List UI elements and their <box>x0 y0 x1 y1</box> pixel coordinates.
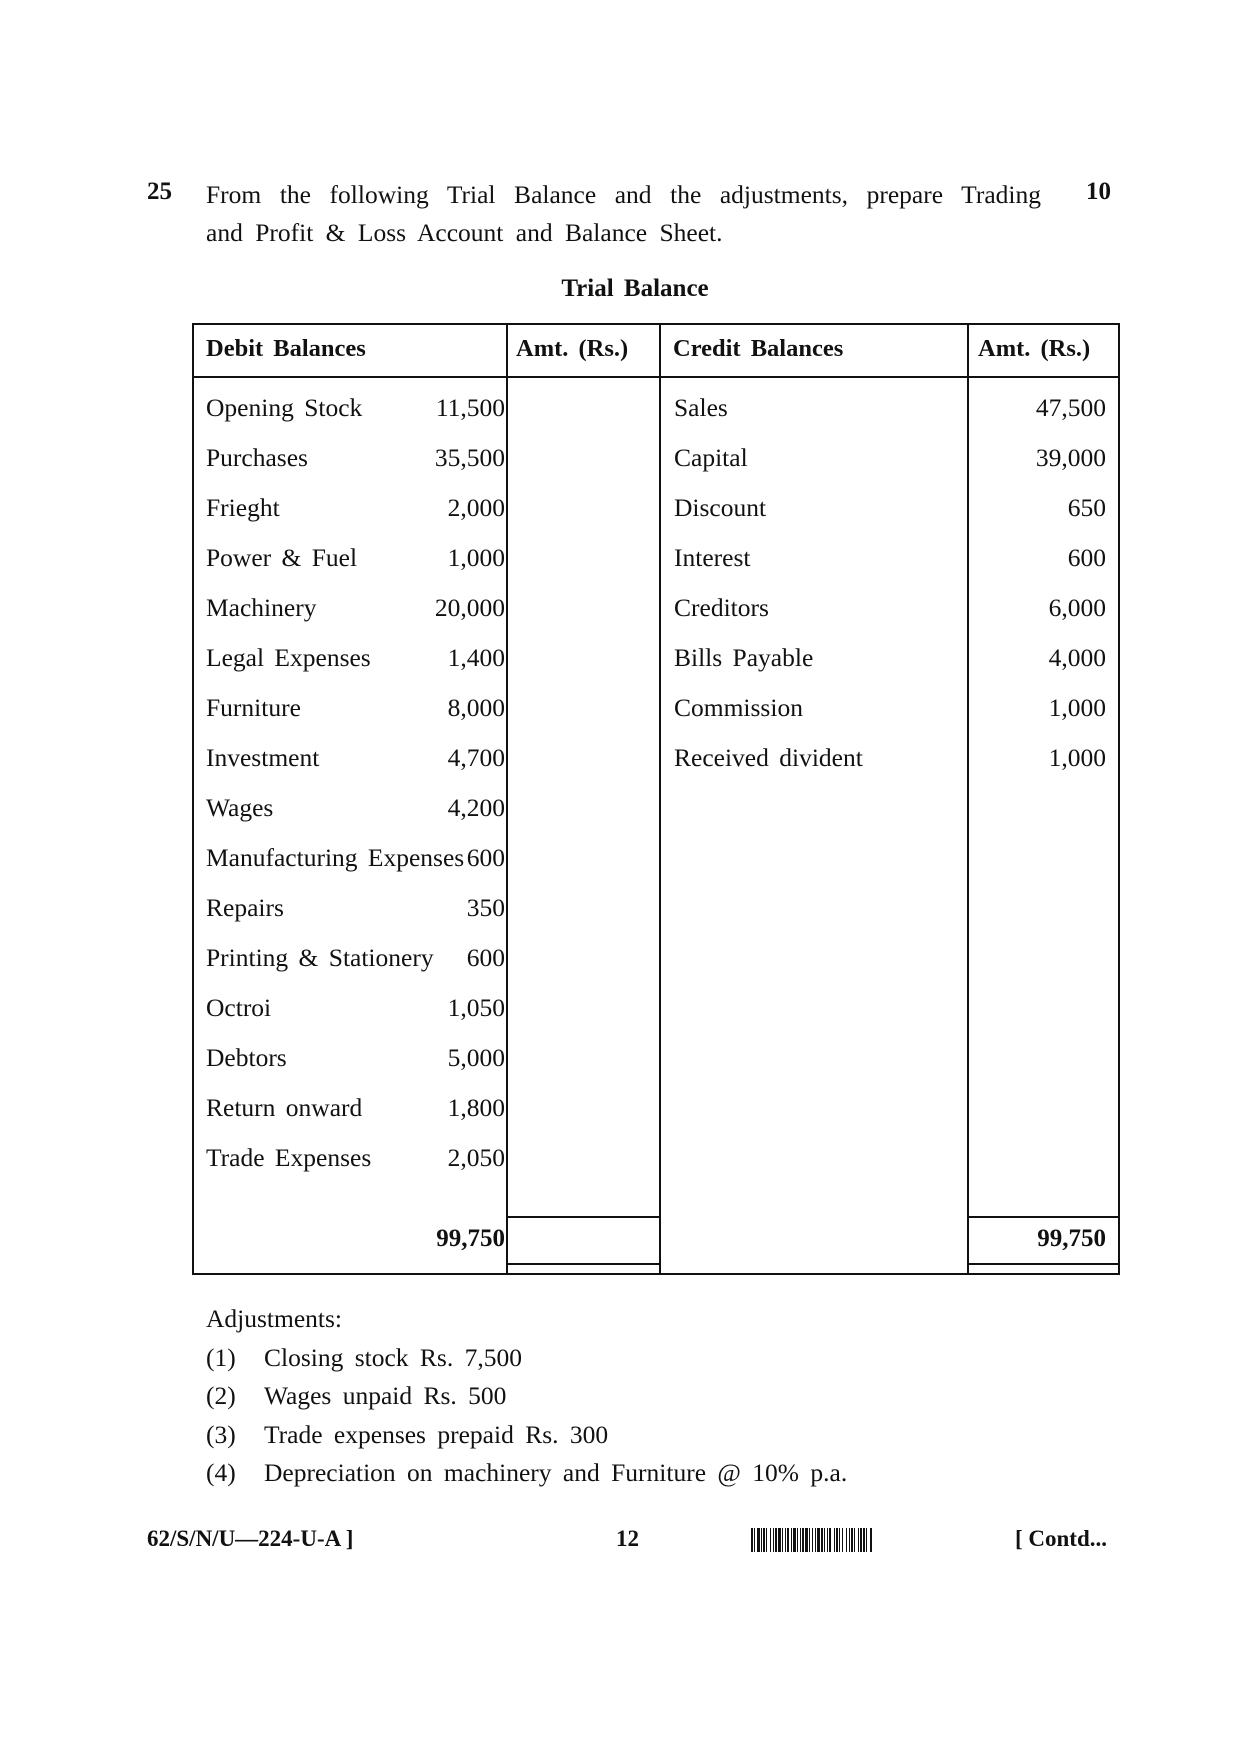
debit-name: Repairs <box>206 893 284 922</box>
header-credit-balances: Credit Balances <box>673 335 844 362</box>
credit-amount: 1,000 <box>1048 743 1106 772</box>
debit-total: 99,750 <box>436 1225 505 1252</box>
credit-name: Interest <box>674 543 751 572</box>
column-divider <box>659 323 661 1275</box>
credit-name: Bills Payable <box>674 643 814 672</box>
adjustment-item <box>206 1377 847 1416</box>
question-number: 25 <box>147 178 172 205</box>
adjustment-number: (3) <box>206 1419 236 1449</box>
debit-amount: 11,500 <box>435 393 505 422</box>
paper-code: 62/S/N/U—224-U-A ] <box>147 1526 354 1551</box>
debit-name: Wages <box>206 793 274 822</box>
debit-name: Printing & Stationery <box>206 943 434 972</box>
credit-name: Commission <box>674 693 803 722</box>
credit-amount: 1,000 <box>1048 693 1106 722</box>
adjustment-number: (4) <box>206 1458 236 1487</box>
debit-name: Manufacturing Expenses <box>206 843 465 872</box>
credit-name: Discount <box>674 493 767 522</box>
debit-amount: 4,200 <box>447 793 505 822</box>
credit-amount: 4,000 <box>1048 643 1106 672</box>
credit-amount: 600 <box>1067 543 1106 572</box>
credit-name: Capital <box>674 443 748 472</box>
table-border <box>192 323 1120 1275</box>
debit-amount: 1,800 <box>447 1093 505 1122</box>
trial-balance-table <box>192 323 1120 1275</box>
credit-total-line-bottom <box>968 1263 1120 1265</box>
debit-name: Legal Expenses <box>206 643 371 672</box>
column-divider <box>967 323 969 1275</box>
debit-name: Octroi <box>206 993 272 1022</box>
debit-name: Investment <box>206 743 320 772</box>
header-debit-balances: Debit Balances <box>206 335 366 362</box>
question-line-1: From the following Trial Balance and the adjustments, prepare Trading <box>206 180 1041 209</box>
table-title: Trial Balance <box>561 275 709 302</box>
question-line-2: and Profit & Loss Account and Balance Sheet. <box>206 218 723 247</box>
adjustment-item <box>206 1339 847 1378</box>
adjustment-item <box>206 1416 847 1455</box>
credit-name: Sales <box>674 393 728 422</box>
credit-amount: 39,000 <box>1035 443 1106 472</box>
credit-amount: 650 <box>1067 493 1106 522</box>
debit-name: Purchases <box>206 443 308 472</box>
adjustment-text: Wages unpaid Rs. 500 <box>264 1381 507 1410</box>
debit-name: Return onward <box>206 1093 363 1122</box>
credit-name: Creditors <box>674 593 769 622</box>
question-marks: 10 <box>1086 178 1111 205</box>
credit-amount: 6,000 <box>1048 593 1106 622</box>
debit-amount: 20,000 <box>434 593 505 622</box>
continued-label: [ Contd... <box>1015 1526 1108 1551</box>
debit-name: Power & Fuel <box>206 543 358 572</box>
debit-amount: 1,000 <box>447 543 505 572</box>
debit-name: Furniture <box>206 693 301 722</box>
adjustment-item <box>206 1454 847 1493</box>
header-credit-amount: Amt. (Rs.) <box>978 335 1091 362</box>
debit-name: Trade Expenses <box>206 1143 372 1172</box>
debit-name: Opening Stock <box>206 393 363 422</box>
debit-amount: 1,400 <box>447 643 505 672</box>
adjustments <box>206 1300 847 1493</box>
adjustment-text: Closing stock Rs. 7,500 <box>264 1342 522 1372</box>
debit-amount: 5,000 <box>447 1043 505 1072</box>
credit-total: 99,750 <box>1037 1225 1106 1252</box>
debit-total-line-bottom <box>507 1263 660 1265</box>
debit-amount: 2,000 <box>447 493 505 522</box>
credit-total-line-top <box>968 1216 1120 1218</box>
adjustment-text: Trade expenses prepaid Rs. 300 <box>264 1419 609 1449</box>
debit-amount: 35,500 <box>434 443 505 472</box>
debit-amount: 600 <box>466 843 505 872</box>
debit-name: Frieght <box>206 493 280 522</box>
page-number: 12 <box>616 1526 639 1551</box>
adjustment-number: (1) <box>206 1342 236 1372</box>
header-debit-amount: Amt. (Rs.) <box>516 335 629 362</box>
debit-amount: 600 <box>466 943 505 972</box>
header-divider <box>192 376 1120 378</box>
barcode <box>751 1528 1008 1552</box>
column-divider <box>506 323 508 1275</box>
debit-total-line-top <box>507 1216 660 1218</box>
question-text <box>206 176 1046 252</box>
debit-name: Machinery <box>206 593 317 622</box>
debit-amount: 2,050 <box>447 1143 505 1172</box>
debit-name: Debtors <box>206 1043 287 1072</box>
adjustment-number: (2) <box>206 1381 236 1410</box>
debit-amount: 1,050 <box>447 993 505 1022</box>
debit-amount: 8,000 <box>447 693 505 722</box>
credit-name: Received divident <box>674 743 863 772</box>
credit-amount: 47,500 <box>1035 393 1106 422</box>
adjustments-heading: Adjustments: <box>206 1304 343 1333</box>
adjustment-text: Depreciation on machinery and Furniture @ 10% p.a. <box>264 1458 848 1487</box>
debit-amount: 4,700 <box>447 743 505 772</box>
debit-amount: 350 <box>466 893 505 922</box>
